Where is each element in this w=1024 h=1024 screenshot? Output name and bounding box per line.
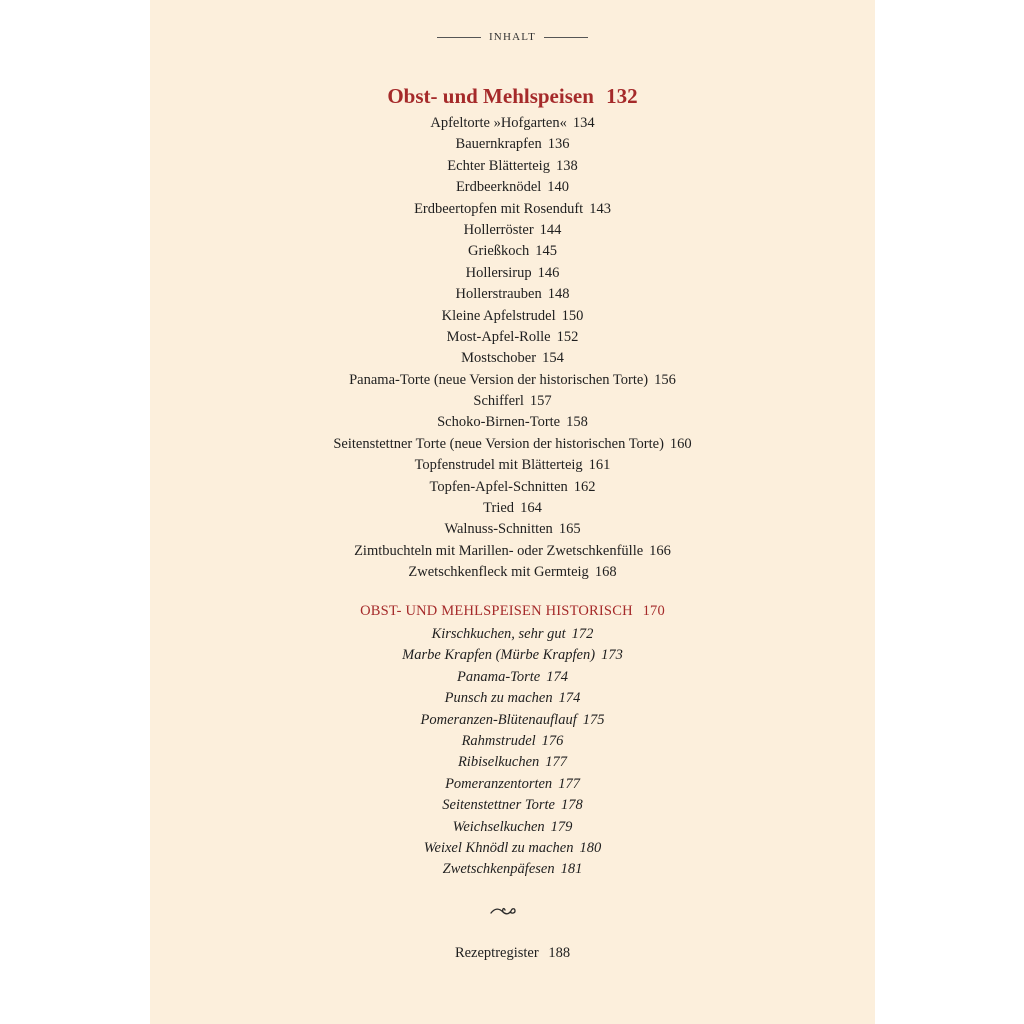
recipe-entry-page: 158	[566, 414, 588, 431]
recipe-entry-page: 148	[547, 286, 570, 303]
recipe-entry-title: Topfen-Apfel-Schnitten	[429, 478, 568, 495]
recipe-entry[interactable]	[150, 562, 875, 583]
historic-recipe-entry-page: 178	[560, 797, 583, 814]
recipe-entry-title: Hollerröster	[463, 221, 534, 238]
historic-recipe-entry-title: Punsch zu machen	[444, 690, 553, 707]
recipe-entry[interactable]	[150, 220, 875, 241]
recipe-entry-title: Schifferl	[473, 393, 524, 410]
recipe-entry-page: 140	[547, 179, 570, 196]
historic-recipe-entry[interactable]	[150, 752, 875, 773]
recipe-entry[interactable]	[150, 177, 875, 198]
recipe-entry[interactable]	[150, 498, 875, 519]
recipe-entry-page: 164	[520, 500, 542, 517]
historic-recipe-entry[interactable]	[150, 795, 875, 816]
recipe-entry-page: 144	[539, 221, 562, 238]
recipe-entry[interactable]	[150, 263, 875, 284]
recipe-entry-title: Most-Apfel-Rolle	[446, 328, 551, 345]
recipe-entry[interactable]	[150, 241, 875, 262]
recipe-entry-page: 166	[649, 542, 671, 559]
recipe-register-entry[interactable]	[150, 945, 875, 962]
section-title-page: 132	[606, 84, 638, 108]
historic-recipe-entry[interactable]	[150, 731, 875, 752]
recipe-entry[interactable]	[150, 327, 875, 348]
historic-recipe-entry[interactable]	[150, 645, 875, 666]
historic-section-title-page: 170	[642, 603, 665, 619]
recipe-entry-page: 161	[588, 457, 611, 474]
recipe-entry-title: Topfenstrudel mit Blätterteig	[414, 457, 583, 474]
recipe-entry[interactable]	[150, 348, 875, 369]
recipe-entry-page: 156	[654, 371, 676, 388]
recipe-entry[interactable]	[150, 519, 875, 540]
historic-recipe-entry-page: 174	[558, 690, 581, 707]
historic-section-title-text: OBST- UND MEHLSPEISEN HISTORISCH	[360, 603, 633, 619]
recipe-entry-page: 143	[589, 200, 611, 217]
recipe-entry-title: Mostschober	[461, 350, 537, 367]
recipe-entry-page: 157	[529, 393, 552, 410]
historic-recipe-entry-title: Pomeranzen-Blütenauflauf	[420, 711, 577, 728]
recipe-entry[interactable]	[150, 113, 875, 134]
historic-recipe-entry-title: Marbe Krapfen (Mürbe Krapfen)	[402, 647, 596, 664]
historic-recipe-entry-page: 181	[560, 861, 583, 878]
historic-recipe-entry-title: Weichselkuchen	[452, 818, 545, 835]
historic-recipe-entry-title: Rahmstrudel	[461, 732, 536, 749]
recipe-entry-page: 160	[669, 435, 692, 452]
recipe-list	[150, 113, 875, 584]
historic-recipe-entry[interactable]	[150, 710, 875, 731]
historic-recipe-entry-page: 173	[601, 647, 623, 664]
historic-recipe-entry-title: Pomeranzentorten	[445, 775, 553, 792]
historic-recipe-entry-page: 180	[579, 839, 602, 856]
recipe-entry-title: Zwetschkenfleck mit Germteig	[408, 564, 589, 581]
recipe-entry[interactable]	[150, 434, 875, 455]
recipe-entry-title: Walnuss-Schnitten	[444, 521, 553, 538]
recipe-entry[interactable]	[150, 477, 875, 498]
recipe-entry-page: 138	[555, 157, 578, 174]
recipe-entry-page: 152	[556, 328, 579, 345]
recipe-entry-title: Tried	[483, 500, 515, 517]
historic-recipe-list	[150, 624, 875, 881]
recipe-entry[interactable]	[150, 134, 875, 155]
historic-recipe-entry-page: 179	[550, 818, 573, 835]
recipe-entry-title: Schoko-Birnen-Torte	[437, 414, 561, 431]
recipe-entry-page: 136	[547, 136, 570, 153]
historic-recipe-entry-title: Seitenstettner Torte	[442, 797, 555, 814]
recipe-entry-title: Apfeltorte »Hofgarten«	[430, 115, 567, 131]
recipe-entry[interactable]	[150, 156, 875, 177]
historic-recipe-entry-page: 175	[582, 711, 605, 728]
recipe-entry-page: 145	[535, 243, 557, 260]
recipe-entry-page: 168	[594, 564, 617, 581]
recipe-entry-page: 162	[573, 478, 596, 495]
historic-recipe-entry-title: Kirschkuchen, sehr gut	[431, 626, 566, 642]
historic-recipe-entry-title: Ribiselkuchen	[457, 754, 540, 771]
recipe-entry-title: Panama-Torte (neue Version der historischen Torte)	[349, 371, 649, 388]
recipe-entry-page: 154	[542, 350, 564, 367]
historic-recipe-entry-page: 176	[541, 732, 564, 749]
recipe-entry[interactable]	[150, 541, 875, 562]
historic-section-title	[150, 603, 875, 620]
recipe-entry[interactable]	[150, 306, 875, 327]
header-label: INHALT	[488, 31, 537, 43]
recipe-entry-title: Seitenstettner Torte (neue Version der historischen Torte)	[333, 435, 664, 452]
recipe-entry[interactable]	[150, 199, 875, 220]
historic-recipe-entry-title: Weixel Khnödl zu machen	[423, 839, 574, 856]
historic-recipe-entry[interactable]	[150, 624, 875, 645]
recipe-entry[interactable]	[150, 391, 875, 412]
header-rule-left	[437, 37, 481, 38]
recipe-entry-page: 165	[558, 521, 581, 538]
recipe-entry[interactable]	[150, 370, 875, 391]
historic-recipe-entry-page: 177	[545, 754, 568, 771]
flourish-ornament-icon	[489, 904, 519, 918]
recipe-entry[interactable]	[150, 455, 875, 476]
register-label: Rezeptregister	[454, 945, 539, 961]
recipe-entry-title: Hollerstrauben	[455, 286, 542, 303]
header-rule-right	[544, 37, 588, 38]
page-header	[150, 31, 875, 43]
recipe-entry-title: Erdbeertopfen mit Rosenduft	[414, 200, 584, 217]
section-title-text: Obst- und Mehlspeisen	[387, 84, 594, 108]
register-page: 188	[548, 945, 571, 961]
historic-recipe-entry-page: 177	[558, 775, 580, 792]
recipe-entry-title: Grießkoch	[468, 243, 530, 260]
recipe-entry-title: Kleine Apfelstrudel	[441, 307, 556, 324]
recipe-entry-title: Bauernkrapfen	[455, 136, 542, 153]
recipe-entry-page: 146	[537, 264, 560, 281]
recipe-entry-page: 134	[572, 115, 595, 131]
recipe-entry[interactable]	[150, 284, 875, 305]
recipe-entry-title: Zimtbuchteln mit Marillen- oder Zwetschkenfülle	[354, 542, 644, 559]
historic-recipe-entry-page: 174	[546, 668, 568, 685]
recipe-entry-title: Echter Blätterteig	[447, 157, 550, 174]
section-title	[150, 84, 875, 109]
historic-recipe-entry-title: Panama-Torte	[457, 668, 541, 685]
historic-recipe-entry[interactable]	[150, 817, 875, 838]
recipe-entry[interactable]	[150, 412, 875, 433]
historic-recipe-entry-page: 172	[571, 626, 594, 642]
historic-recipe-entry[interactable]	[150, 688, 875, 709]
book-page	[150, 0, 875, 1024]
historic-recipe-entry[interactable]	[150, 774, 875, 795]
historic-recipe-entry[interactable]	[150, 838, 875, 859]
recipe-entry-title: Erdbeerknödel	[455, 179, 542, 196]
historic-recipe-entry[interactable]	[150, 859, 875, 880]
historic-recipe-entry-title: Zwetschkenpäfesen	[442, 861, 555, 878]
recipe-entry-title: Hollersirup	[465, 264, 532, 281]
historic-recipe-entry[interactable]	[150, 667, 875, 688]
recipe-entry-page: 150	[561, 307, 584, 324]
